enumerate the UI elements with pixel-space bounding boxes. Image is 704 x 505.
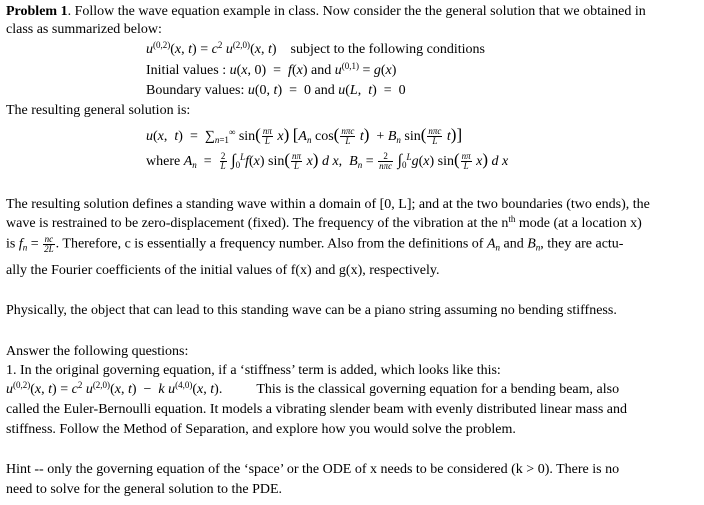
hint-line-2: need to solve for the general solution to the PDE.: [6, 482, 283, 497]
p1-l3-text-a: is: [6, 236, 16, 252]
question-1-line-1: 1. In the original governing equation, if a ‘stiffness’ term is added, which looks like this:: [6, 363, 501, 378]
paragraph-1-line-1: The resulting solution defines a standing wave within a domain of [0, L]; and at the two boundaries (two ends), the: [6, 197, 650, 212]
problem-intro-text: . Follow the wave equation example in class. Now consider the the general solution that we obtained in: [67, 4, 646, 19]
p1-l2-superscript: th: [508, 214, 516, 224]
equation-pde: $u^{(0,2)}(x$, $t) = c^2$ $u^{(2,0)}(x$, t) subject to the following conditions: [146, 40, 485, 57]
euler-bernoulli-equation: $u^{(0,2)}(x$, $t) = c^2$ $u^{(2,0)}(x$, t) − k $u^{(4,0)}(x$, t).: [6, 380, 223, 397]
hint-line-1: Hint -- only the governing equation of the ‘space’ or the ODE of x needs to be considered (k > 0). There is no: [6, 462, 620, 477]
question-1-line-4: stiffness. Follow the Method of Separation, and explore how you would solve the problem.: [6, 422, 516, 437]
paragraph-1-line-3: is $f_n$ = $\frac{nc}{2L}$ . Therefore, c is essentially a frequency number. Also from the definitions of $A_n$ and $B_n$, they are actu-: [6, 234, 624, 254]
problem-intro-line-1: [6, 3, 646, 21]
equation-initial-values: Initial values : u(x, 0) = f(x) and $u^{(0,1)} = g(x)$: [146, 61, 397, 78]
equation-general-solution: u(x, $t) = \sum_{n=1}^\infty$ sin( $\frac{n\pi}{L}$ x) [$A_n$ cos( $\frac{\text{nπc}}{L}$ $t) + B_n$ sin( $\frac{\text{nπc}}{L}$ t)]: [146, 125, 463, 147]
p1-l3-text-c: and: [503, 236, 524, 252]
resulting-general-text: The resulting general solution is:: [6, 103, 191, 118]
p1-l3-text-b: . Therefore, c is essentially a frequency number. Also from the definitions of: [55, 236, 484, 252]
problem-intro-line-2: class as summarized below:: [6, 22, 162, 37]
problem-label: Problem 1: [6, 4, 68, 19]
questions-header: Answer the following questions:: [6, 344, 189, 359]
equation-coefficients: where $A_n$ = $\frac{2}{L}$ $\int_0^Lf(x)$ sin( $\frac{n\pi}{L}$ x) d x, $B_n$ = $\frac{2}{\text{nπc}}$ $\int_0^Lg(x)$ sin( $\frac{n\pi}{L}$ x) d x: [146, 150, 509, 172]
boundary-values-label: Boundary values:: [146, 83, 245, 98]
p1-l2-text-b: mode (at a location x): [515, 216, 642, 231]
subject-to-text: subject to the following conditions: [290, 42, 485, 57]
q1-l2-text: This is the classical governing equation for a bending beam, also: [256, 382, 620, 397]
paragraph-1-line-4: ally the Fourier coefficients of the initial values of f(x) and g(x), respectively.: [6, 263, 440, 278]
question-1-line-3: called the Euler-Bernoulli equation. It models a vibrating slender beam with evenly distributed linear mass and: [6, 402, 627, 417]
initial-values-label: Initial values :: [146, 63, 227, 78]
paragraph-1-line-2: [6, 215, 642, 233]
p1-l2-text-a: wave is restrained to be zero-displacement (fixed). The frequency of the vibration at the n: [6, 216, 509, 231]
equation-boundary-values: Boundary values: u(0, t) = 0 and u(L, t) = 0: [146, 83, 406, 98]
question-1-line-2: [6, 381, 619, 399]
where-text: where: [146, 154, 181, 169]
p1-l3-text-d: , they are actu-: [540, 236, 624, 252]
paragraph-2: Physically, the object that can lead to this standing wave can be a piano string assuming no bending stiffness.: [6, 303, 617, 318]
